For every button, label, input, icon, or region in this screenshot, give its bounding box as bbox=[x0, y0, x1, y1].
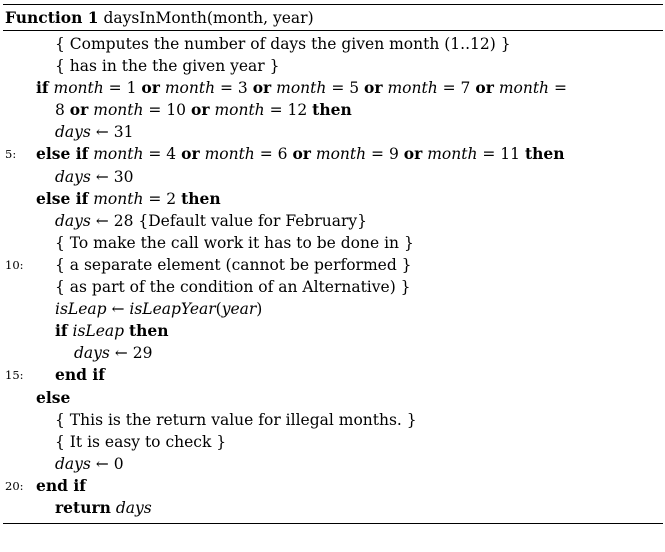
code-line bbox=[3, 99, 663, 121]
variable: month bbox=[498, 79, 550, 98]
code-line bbox=[3, 143, 663, 165]
keyword: then bbox=[312, 100, 352, 120]
comment: { a separate element (cannot be performed } bbox=[55, 255, 412, 274]
code-line bbox=[3, 453, 663, 475]
variable: days bbox=[55, 211, 91, 230]
keyword: or bbox=[190, 100, 210, 120]
variable: isLeap bbox=[55, 300, 107, 319]
code-line bbox=[3, 232, 663, 254]
code-text bbox=[55, 298, 262, 320]
comment: { Computes the number of days the given month (1..12) } bbox=[55, 35, 511, 53]
code-line bbox=[3, 210, 663, 232]
keyword: if bbox=[36, 78, 49, 98]
code-text bbox=[55, 497, 152, 519]
keyword: then bbox=[128, 321, 169, 341]
code-token: ( bbox=[215, 300, 222, 319]
code-line bbox=[3, 77, 663, 99]
variable: month bbox=[53, 79, 104, 98]
code-text bbox=[36, 387, 70, 409]
variable: month bbox=[214, 101, 265, 120]
variable: month bbox=[427, 145, 478, 164]
comment: { To make the call work it has to be done in } bbox=[55, 233, 414, 252]
code-token: = 9 bbox=[366, 145, 404, 164]
code-text bbox=[55, 99, 352, 121]
code-line bbox=[3, 409, 663, 431]
code-text bbox=[55, 33, 511, 55]
code-line bbox=[3, 387, 663, 409]
comment: { It is easy to check } bbox=[55, 432, 227, 451]
code-token: = 4 bbox=[143, 145, 182, 164]
code-line bbox=[3, 342, 663, 364]
keyword: return bbox=[55, 497, 111, 517]
code-text bbox=[55, 364, 105, 386]
algorithm-caption bbox=[3, 5, 663, 30]
line-number: 10: bbox=[5, 257, 24, 272]
variable: days bbox=[55, 167, 91, 186]
code-line bbox=[3, 276, 663, 298]
code-token: ) bbox=[256, 300, 263, 319]
variable: month bbox=[93, 101, 144, 120]
code-line bbox=[3, 475, 663, 497]
code-line bbox=[3, 431, 663, 453]
code-text bbox=[55, 409, 417, 431]
code-text bbox=[55, 453, 124, 475]
keyword: else if bbox=[36, 188, 89, 208]
code-token: = 7 bbox=[437, 79, 476, 98]
keyword: end if bbox=[55, 365, 105, 385]
code-text bbox=[55, 210, 367, 232]
variable: month bbox=[276, 79, 327, 98]
code-text bbox=[36, 77, 567, 99]
bottom-rule bbox=[3, 523, 663, 524]
keyword: or bbox=[141, 78, 160, 98]
code-line bbox=[3, 188, 663, 210]
code-text bbox=[55, 166, 133, 188]
code-text bbox=[74, 342, 152, 364]
keyword: if bbox=[55, 321, 68, 341]
variable: month bbox=[387, 79, 438, 98]
variable: month bbox=[93, 145, 144, 164]
keyword: or bbox=[475, 78, 494, 98]
keyword: then bbox=[524, 144, 565, 164]
variable: days bbox=[55, 454, 91, 473]
code-text bbox=[36, 143, 565, 165]
code-line bbox=[3, 33, 663, 55]
comment: { This is the return value for illegal months. } bbox=[55, 410, 417, 429]
code-line bbox=[3, 364, 663, 386]
code-line bbox=[3, 166, 663, 188]
code-token: ← 0 bbox=[90, 454, 124, 473]
variable: month bbox=[315, 145, 367, 164]
variable: isLeap bbox=[72, 322, 125, 341]
code-token: = 3 bbox=[215, 79, 253, 98]
keyword: or bbox=[364, 78, 383, 98]
code-text bbox=[36, 188, 221, 210]
code-line bbox=[3, 121, 663, 143]
variable: isLeapYear bbox=[129, 300, 216, 319]
code-text bbox=[36, 475, 86, 497]
keyword: else bbox=[36, 387, 71, 407]
code-text bbox=[55, 232, 414, 254]
code-text bbox=[55, 254, 412, 276]
algorithm-body bbox=[3, 31, 663, 519]
code-token: ← bbox=[106, 300, 130, 319]
code-token: = 11 bbox=[477, 145, 525, 164]
keyword: else if bbox=[36, 144, 89, 164]
code-token: ← 30 bbox=[90, 167, 134, 186]
code-token: 8 bbox=[55, 101, 70, 120]
code-text bbox=[55, 121, 133, 143]
variable: days bbox=[115, 498, 152, 517]
variable: month bbox=[93, 189, 144, 208]
keyword: or bbox=[181, 144, 200, 164]
code-token: = 10 bbox=[143, 101, 191, 120]
keyword: or bbox=[69, 100, 89, 120]
variable: month bbox=[204, 145, 255, 164]
caption-signature: daysInMonth(month, year) bbox=[103, 9, 314, 27]
code-token: = 5 bbox=[326, 79, 365, 98]
code-line bbox=[3, 320, 663, 342]
code-token: = 6 bbox=[254, 145, 293, 164]
keyword: end if bbox=[36, 475, 86, 495]
line-number: 5: bbox=[5, 147, 17, 162]
comment: { has in the the given year } bbox=[55, 57, 280, 76]
code-line bbox=[3, 497, 663, 519]
code-text bbox=[55, 431, 226, 453]
code-token: ← 28 {Default value for February} bbox=[90, 211, 368, 230]
line-number: 20: bbox=[5, 478, 24, 493]
code-token: = 12 bbox=[264, 101, 313, 120]
variable: days bbox=[74, 344, 110, 363]
code-token: = 2 bbox=[143, 189, 182, 208]
comment: { as part of the condition of an Alternative) } bbox=[55, 278, 411, 297]
keyword: or bbox=[292, 144, 311, 164]
variable: month bbox=[164, 79, 216, 98]
code-token: ← 31 bbox=[90, 123, 134, 142]
code-token: ← 29 bbox=[109, 344, 153, 363]
algorithm-box bbox=[3, 4, 663, 524]
caption-label: Function 1 bbox=[5, 8, 99, 27]
code-text bbox=[55, 276, 411, 298]
code-text bbox=[55, 55, 279, 77]
keyword: or bbox=[403, 144, 423, 164]
variable: year bbox=[221, 300, 257, 319]
code-line bbox=[3, 55, 663, 77]
keyword: then bbox=[181, 188, 221, 208]
code-line bbox=[3, 298, 663, 320]
line-number: 15: bbox=[5, 368, 24, 383]
variable: days bbox=[55, 123, 91, 142]
code-text bbox=[55, 320, 169, 342]
code-line bbox=[3, 254, 663, 276]
code-token: = 1 bbox=[103, 79, 142, 98]
code-token: = bbox=[549, 79, 567, 98]
keyword: or bbox=[252, 78, 272, 98]
